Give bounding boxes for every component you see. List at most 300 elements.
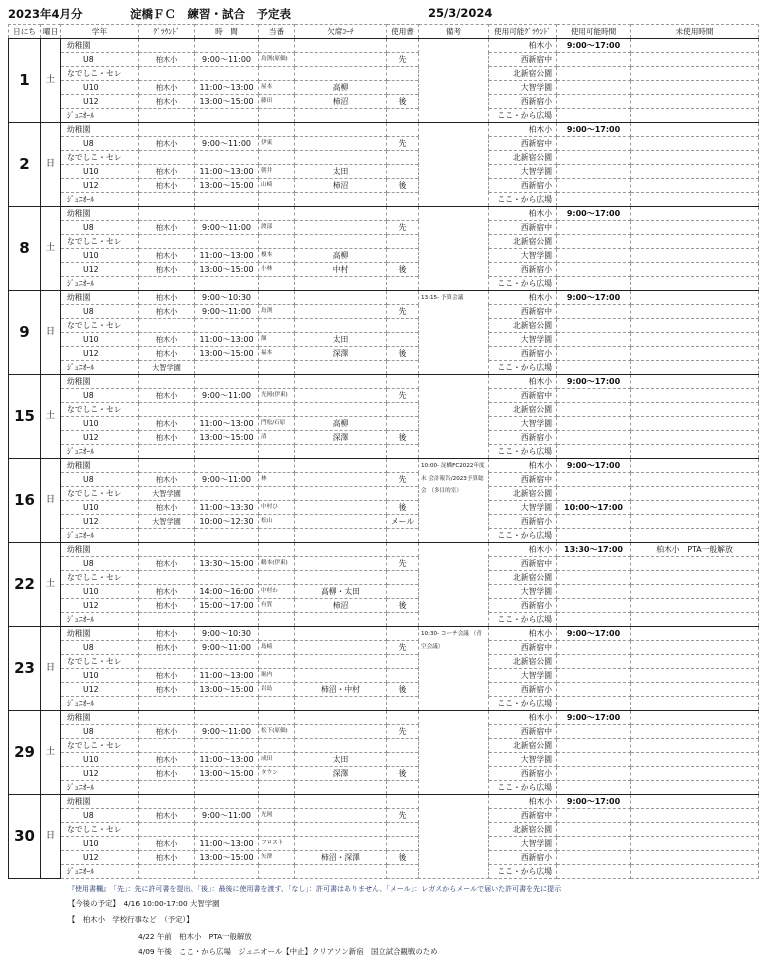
duty-cell: 額	[259, 333, 295, 347]
grade-label: U10	[61, 165, 139, 179]
available-ground: ここ・から広場	[489, 277, 557, 291]
unused-time	[631, 389, 759, 403]
ground-cell: 柏木小	[139, 725, 195, 739]
time-cell	[195, 277, 259, 291]
absent-coach-cell	[295, 123, 387, 137]
usage-doc-cell: 先	[387, 809, 419, 823]
available-time	[557, 165, 631, 179]
duty-cell: 清	[259, 431, 295, 445]
absent-coach-cell: 深澤	[295, 431, 387, 445]
schedule-title	[8, 6, 758, 22]
available-ground: 北新宿公園	[489, 571, 557, 585]
schedule-row	[9, 557, 759, 571]
schedule-row	[9, 389, 759, 403]
weekday: 日	[41, 627, 61, 711]
duty-cell	[259, 445, 295, 459]
duty-cell: 中村わ	[259, 585, 295, 599]
available-ground: 柏木小	[489, 375, 557, 389]
available-time	[557, 557, 631, 571]
duty-cell	[259, 543, 295, 557]
unused-time	[631, 53, 759, 67]
absent-coach-cell	[295, 557, 387, 571]
duty-cell: 鶴本(伊東)	[259, 557, 295, 571]
usage-doc-cell	[387, 403, 419, 417]
ground-cell	[139, 277, 195, 291]
usage-doc-cell	[387, 249, 419, 263]
absent-coach-cell	[295, 865, 387, 879]
ground-cell	[139, 67, 195, 81]
available-time	[557, 445, 631, 459]
ground-cell: 柏木小	[139, 53, 195, 67]
schedule-row	[9, 319, 759, 333]
ground-cell	[139, 319, 195, 333]
usage-doc-cell	[387, 585, 419, 599]
absent-coach-cell	[295, 543, 387, 557]
unused-time	[631, 375, 759, 389]
unused-time	[631, 529, 759, 543]
day-number: 8	[9, 207, 41, 291]
ground-cell: 柏木小	[139, 417, 195, 431]
schedule-row	[9, 725, 759, 739]
column-header: 未使用時間	[631, 25, 759, 39]
time-cell	[195, 487, 259, 501]
usage-doc-cell	[387, 123, 419, 137]
available-ground: 西新宿中	[489, 809, 557, 823]
duty-cell	[259, 235, 295, 249]
grade-label: ｼﾞｭﾆｵｰﾙ	[61, 865, 139, 879]
ground-cell: 柏木小	[139, 669, 195, 683]
duty-cell: 門松/石原	[259, 417, 295, 431]
available-time	[557, 319, 631, 333]
unused-time	[631, 571, 759, 585]
schedule-row	[9, 781, 759, 795]
column-header: 日にち	[9, 25, 41, 39]
day-number: 15	[9, 375, 41, 459]
grade-label: U10	[61, 585, 139, 599]
available-ground: 大智学園	[489, 585, 557, 599]
grade-label: なでしこ・セレ	[61, 235, 139, 249]
duty-cell	[259, 739, 295, 753]
time-cell: 9:00〜11:00	[195, 137, 259, 151]
absent-coach-cell: 柿沼	[295, 599, 387, 613]
available-ground: 北新宿公園	[489, 235, 557, 249]
grade-label: なでしこ・セレ	[61, 487, 139, 501]
unused-time	[631, 249, 759, 263]
duty-cell	[259, 571, 295, 585]
available-time: 9:00〜17:00	[557, 711, 631, 725]
column-header: 欠席ｺｰﾁ	[295, 25, 387, 39]
time-cell: 13:00〜15:00	[195, 431, 259, 445]
day-number: 2	[9, 123, 41, 207]
time-cell	[195, 403, 259, 417]
ground-cell: 柏木小	[139, 809, 195, 823]
absent-coach-cell	[295, 221, 387, 235]
unused-time	[631, 515, 759, 529]
available-time	[557, 221, 631, 235]
available-time	[557, 361, 631, 375]
available-time	[557, 403, 631, 417]
schedule-row	[9, 459, 759, 473]
schedule-row	[9, 739, 759, 753]
time-cell: 11:00〜13:00	[195, 837, 259, 851]
grade-label: U10	[61, 417, 139, 431]
time-cell	[195, 795, 259, 809]
absent-coach-cell: 柿沼・中村	[295, 683, 387, 697]
available-ground: ここ・から広場	[489, 109, 557, 123]
date-label: 25/3/2024	[428, 6, 493, 20]
time-cell	[195, 193, 259, 207]
schedule-row	[9, 123, 759, 137]
usage-doc-cell: 先	[387, 53, 419, 67]
schedule-row	[9, 851, 759, 865]
column-header: ｸﾞﾗｳﾝﾄﾞ	[139, 25, 195, 39]
unused-time	[631, 207, 759, 221]
ground-cell: 大智学園	[139, 361, 195, 375]
duty-cell: 矢澤	[259, 851, 295, 865]
absent-coach-cell: 深澤	[295, 767, 387, 781]
absent-coach-cell	[295, 305, 387, 319]
absent-coach-cell	[295, 837, 387, 851]
schedule-row	[9, 669, 759, 683]
header-row	[9, 25, 759, 39]
duty-cell: 島崎	[259, 641, 295, 655]
available-time: 9:00〜17:00	[557, 459, 631, 473]
available-time	[557, 347, 631, 361]
unused-time	[631, 655, 759, 669]
absent-coach-cell	[295, 669, 387, 683]
available-time	[557, 809, 631, 823]
available-time	[557, 571, 631, 585]
schedule-row	[9, 263, 759, 277]
available-ground: 西新宿中	[489, 53, 557, 67]
ground-cell	[139, 655, 195, 669]
schedule-row	[9, 53, 759, 67]
usage-doc-cell	[387, 543, 419, 557]
absent-coach-cell	[295, 627, 387, 641]
time-cell: 11:00〜13:00	[195, 81, 259, 95]
available-ground: 北新宿公園	[489, 823, 557, 837]
available-time	[557, 599, 631, 613]
grade-label: U10	[61, 837, 139, 851]
time-cell: 9:00〜11:00	[195, 53, 259, 67]
time-cell: 11:00〜13:00	[195, 669, 259, 683]
ground-cell: 柏木小	[139, 291, 195, 305]
usage-doc-cell	[387, 109, 419, 123]
usage-doc-cell	[387, 39, 419, 53]
usage-doc-cell	[387, 445, 419, 459]
available-ground: 西新宿小	[489, 179, 557, 193]
time-cell: 13:30〜15:00	[195, 557, 259, 571]
unused-time	[631, 781, 759, 795]
available-ground: 柏木小	[489, 207, 557, 221]
duty-cell	[259, 459, 295, 473]
time-cell: 11:00〜13:00	[195, 333, 259, 347]
duty-cell	[259, 795, 295, 809]
usage-doc-cell	[387, 711, 419, 725]
available-ground: 大智学園	[489, 165, 557, 179]
unused-time	[631, 109, 759, 123]
available-time	[557, 851, 631, 865]
schedule-row	[9, 193, 759, 207]
available-ground: 北新宿公園	[489, 655, 557, 669]
grade-label: 幼稚園	[61, 291, 139, 305]
weekday: 土	[41, 207, 61, 291]
schedule-row	[9, 81, 759, 95]
duty-cell: 光岡(伊東)	[259, 389, 295, 403]
time-cell: 14:00〜16:00	[195, 585, 259, 599]
ground-cell: 柏木小	[139, 263, 195, 277]
absent-coach-cell	[295, 137, 387, 151]
ground-cell: 柏木小	[139, 837, 195, 851]
absent-coach-cell	[295, 501, 387, 515]
available-ground: 西新宿中	[489, 641, 557, 655]
time-cell: 11:00〜13:30	[195, 501, 259, 515]
schedule-row	[9, 95, 759, 109]
duty-cell: 鳥渕(原価)	[259, 53, 295, 67]
time-cell	[195, 67, 259, 81]
available-time	[557, 431, 631, 445]
grade-label: ｼﾞｭﾆｵｰﾙ	[61, 445, 139, 459]
ground-cell: 柏木小	[139, 753, 195, 767]
absent-coach-cell	[295, 641, 387, 655]
schedule-row	[9, 305, 759, 319]
absent-coach-cell: 太田	[295, 333, 387, 347]
remarks-cell: 10:00- 淀橋FC2022年度末 会計報告/2023予算総会 （多目的室）	[419, 459, 489, 543]
available-ground: 北新宿公園	[489, 403, 557, 417]
absent-coach-cell	[295, 725, 387, 739]
schedule-row	[9, 865, 759, 879]
duty-cell	[259, 865, 295, 879]
duty-cell	[259, 67, 295, 81]
available-ground: ここ・から広場	[489, 193, 557, 207]
grade-label: U10	[61, 753, 139, 767]
available-time	[557, 487, 631, 501]
schedule-row	[9, 571, 759, 585]
day-number: 1	[9, 39, 41, 123]
grade-label: ｼﾞｭﾆｵｰﾙ	[61, 361, 139, 375]
grade-label: U8	[61, 809, 139, 823]
usage-doc-cell: 先	[387, 725, 419, 739]
schedule-row	[9, 683, 759, 697]
ground-cell: 柏木小	[139, 641, 195, 655]
available-ground: 大智学園	[489, 501, 557, 515]
available-ground: 柏木小	[489, 543, 557, 557]
grade-label: なでしこ・セレ	[61, 655, 139, 669]
absent-coach-cell	[295, 207, 387, 221]
available-ground: 西新宿中	[489, 557, 557, 571]
absent-coach-cell	[295, 809, 387, 823]
duty-cell	[259, 207, 295, 221]
unused-time	[631, 585, 759, 599]
unused-time	[631, 809, 759, 823]
ground-cell	[139, 711, 195, 725]
available-ground: 大智学園	[489, 837, 557, 851]
available-time	[557, 585, 631, 599]
usage-doc-cell: メール	[387, 515, 419, 529]
grade-label: U8	[61, 389, 139, 403]
future-plan-item: 4/16 10:00-17:00 大智学園	[123, 899, 220, 908]
ground-cell: 柏木小	[139, 431, 195, 445]
unused-time	[631, 165, 759, 179]
absent-coach-cell	[295, 823, 387, 837]
absent-coach-cell	[295, 613, 387, 627]
schedule-row	[9, 753, 759, 767]
available-time	[557, 837, 631, 851]
school-events-heading: 【 柏木小 学校行事など （予定）】	[68, 915, 194, 924]
grade-label: U8	[61, 53, 139, 67]
absent-coach-cell	[295, 193, 387, 207]
duty-cell	[259, 655, 295, 669]
remarks-cell: 10:30- コーチ会議 （青空会議）	[419, 627, 489, 711]
grade-label: U12	[61, 767, 139, 781]
schedule-row	[9, 235, 759, 249]
available-ground: 大智学園	[489, 333, 557, 347]
absent-coach-cell	[295, 39, 387, 53]
remarks-cell	[419, 375, 489, 459]
ground-cell: 柏木小	[139, 767, 195, 781]
available-time: 9:00〜17:00	[557, 375, 631, 389]
available-ground: 西新宿小	[489, 431, 557, 445]
time-cell: 13:00〜15:00	[195, 851, 259, 865]
time-cell: 13:00〜15:00	[195, 767, 259, 781]
unused-time	[631, 711, 759, 725]
grade-label: U8	[61, 137, 139, 151]
duty-cell: 伊東	[259, 137, 295, 151]
grade-label: U8	[61, 725, 139, 739]
time-cell	[195, 39, 259, 53]
available-time	[557, 739, 631, 753]
available-time: 13:30〜17:00	[557, 543, 631, 557]
schedule-row	[9, 207, 759, 221]
unused-time	[631, 795, 759, 809]
duty-cell: 堀内	[259, 669, 295, 683]
duty-cell: 松山	[259, 515, 295, 529]
time-cell: 9:00〜11:00	[195, 389, 259, 403]
available-ground: 柏木小	[489, 627, 557, 641]
weekday: 日	[41, 795, 61, 879]
absent-coach-cell	[295, 389, 387, 403]
remarks-cell	[419, 711, 489, 795]
usage-doc-cell: 後	[387, 767, 419, 781]
ground-cell: 柏木小	[139, 557, 195, 571]
time-cell	[195, 445, 259, 459]
time-cell: 13:00〜15:00	[195, 263, 259, 277]
duty-cell	[259, 781, 295, 795]
unused-time	[631, 865, 759, 879]
unused-time	[631, 137, 759, 151]
ground-cell	[139, 459, 195, 473]
weekday: 土	[41, 39, 61, 123]
unused-time	[631, 67, 759, 81]
ground-cell	[139, 823, 195, 837]
schedule-row	[9, 697, 759, 711]
available-time	[557, 263, 631, 277]
ground-cell	[139, 39, 195, 53]
duty-cell: 林	[259, 473, 295, 487]
ground-cell: 柏木小	[139, 683, 195, 697]
available-time	[557, 823, 631, 837]
duty-cell	[259, 123, 295, 137]
duty-cell: 藤田	[259, 95, 295, 109]
duty-cell	[259, 403, 295, 417]
available-time	[557, 515, 631, 529]
unused-time	[631, 501, 759, 515]
usage-doc-cell: 先	[387, 221, 419, 235]
column-header: 備考	[419, 25, 489, 39]
grade-label: U10	[61, 249, 139, 263]
usage-doc-cell: 先	[387, 305, 419, 319]
available-ground: 西新宿中	[489, 305, 557, 319]
usage-doc-cell: 先	[387, 389, 419, 403]
available-time	[557, 529, 631, 543]
ground-cell: 柏木小	[139, 137, 195, 151]
usage-doc-cell: 後	[387, 501, 419, 515]
absent-coach-cell	[295, 473, 387, 487]
ground-cell	[139, 571, 195, 585]
schedule-row	[9, 249, 759, 263]
duty-cell: 小林	[259, 263, 295, 277]
unused-time	[631, 403, 759, 417]
time-cell	[195, 109, 259, 123]
available-time	[557, 81, 631, 95]
column-header: 使用書	[387, 25, 419, 39]
ground-cell: 柏木小	[139, 221, 195, 235]
duty-cell	[259, 487, 295, 501]
available-time	[557, 305, 631, 319]
schedule-row	[9, 585, 759, 599]
grade-label: U10	[61, 501, 139, 515]
duty-cell: 山崎	[259, 179, 295, 193]
absent-coach-cell	[295, 781, 387, 795]
absent-coach-cell	[295, 375, 387, 389]
schedule-row	[9, 109, 759, 123]
available-ground: 西新宿中	[489, 389, 557, 403]
grade-label: U8	[61, 305, 139, 319]
grade-label: 幼稚園	[61, 375, 139, 389]
unused-time	[631, 487, 759, 501]
available-time	[557, 95, 631, 109]
usage-doc-cell	[387, 193, 419, 207]
available-ground: ここ・から広場	[489, 865, 557, 879]
available-time	[557, 641, 631, 655]
time-cell: 15:00〜17:00	[195, 599, 259, 613]
unused-time	[631, 753, 759, 767]
schedule-row	[9, 445, 759, 459]
time-cell: 9:00〜11:00	[195, 641, 259, 655]
ground-cell: 柏木小	[139, 333, 195, 347]
grade-label: 幼稚園	[61, 711, 139, 725]
grade-label: ｼﾞｭﾆｵｰﾙ	[61, 781, 139, 795]
unused-time	[631, 305, 759, 319]
available-ground: 西新宿中	[489, 221, 557, 235]
usage-doc-cell	[387, 235, 419, 249]
duty-cell	[259, 193, 295, 207]
usage-doc-cell: 後	[387, 263, 419, 277]
usage-doc-cell	[387, 291, 419, 305]
time-cell: 11:00〜13:00	[195, 165, 259, 179]
available-ground: 大智学園	[489, 669, 557, 683]
ground-cell: 柏木小	[139, 585, 195, 599]
grade-label: なでしこ・セレ	[61, 151, 139, 165]
absent-coach-cell	[295, 655, 387, 669]
column-header: 時 間	[195, 25, 259, 39]
grade-label: U10	[61, 333, 139, 347]
schedule-row	[9, 515, 759, 529]
time-cell: 11:00〜13:00	[195, 249, 259, 263]
absent-coach-cell	[295, 403, 387, 417]
month-label: 2023年4月分	[8, 7, 83, 21]
grade-label: U12	[61, 851, 139, 865]
